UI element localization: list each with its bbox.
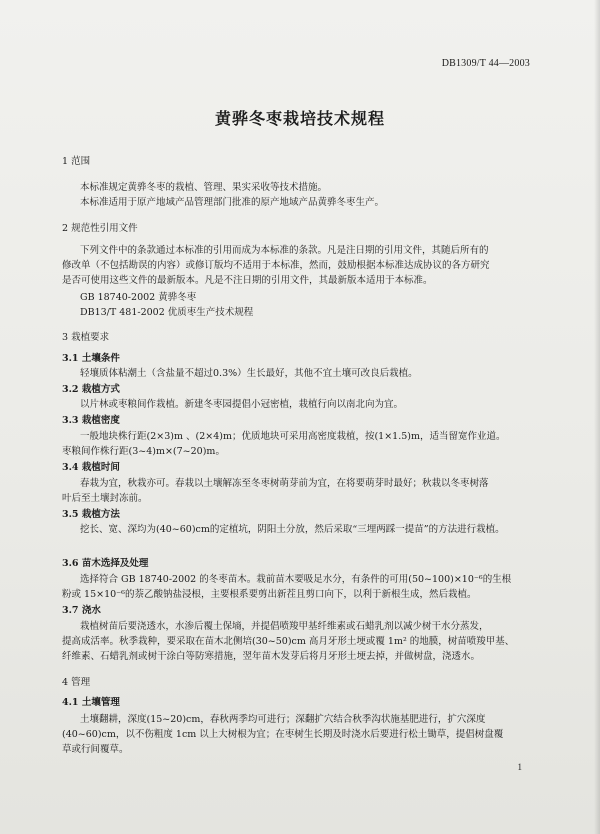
section-3-6-heading: 3.6 苗木选择及处理 [62,558,149,569]
standard-number: DB1309/T 44—2003 [441,58,530,69]
section-3-1-text: 轻壤质体粘潮土（含盐量不超过0.3%）生长最好，其他不宜土壤可改良后栽植。 [80,368,418,379]
section-3-6-line-1: 选择符合 GB 18740-2002 的冬枣苗木。栽前苗木要吸足水分，有条件的可用(50~100)×10⁻⁶的生根 [80,574,512,585]
section-4-heading: 4 管理 [62,677,91,688]
document-title: 黄骅冬枣栽培技术规程 [214,109,385,128]
section-4-1-line-1: 土壤翻耕，深度(15~20)cm，春秋两季均可进行；深翻扩穴结合秋季沟状施基肥进行，扩穴深度 [80,714,486,725]
section-4-1-heading: 4.1 土壤管理 [62,697,120,708]
section-2-heading: 2 规范性引用文件 [62,223,138,234]
page-number: 1 [517,762,522,772]
section-3-3-heading: 3.3 栽植密度 [62,415,120,426]
section-4-1-line-2: (40~60)cm，以不伤粗度 1cm 以上大树根为宜；在枣树生长期及时浇水后要进行松土锄草，提倡树盘覆 [62,729,504,740]
section-2-paragraph-line-1: 下列文件中的条款通过本标准的引用而成为本标准的条款。凡是注日期的引用文件，其随后所有的 [80,245,489,256]
section-1-paragraph-1: 本标准规定黄骅冬枣的栽植、管理、果实采收等技术措施。 [80,182,328,193]
section-3-4-heading: 3.4 栽植时间 [62,462,120,473]
section-3-5-heading: 3.5 栽植方法 [62,509,120,520]
section-1-paragraph-2: 本标准适用于原产地域产品管理部门批准的原产地域产品黄骅冬枣生产。 [80,197,385,208]
reference-gb18740: GB 18740-2002 黄骅冬枣 [80,292,197,303]
section-2-paragraph-line-3: 是否可使用这些文件的最新版本。凡是不注日期的引用文件，其最新版本适用于本标准。 [62,275,433,286]
section-3-heading: 3 栽植要求 [62,332,110,343]
section-3-7-line-2: 提高成活率。秋季栽种，要采取在苗木北侧培(30~50)cm 高月牙形土埂或覆 1m² 的地膜，树苗喷羧甲基、 [62,636,515,647]
section-1-heading: 1 范围 [62,156,91,167]
section-3-4-line-1: 春栽为宜，秋栽亦可。春栽以土壤解冻至冬枣树萌芽前为宜，在将要萌芽时最好；秋栽以冬枣树落 [80,478,489,489]
section-3-7-line-3: 纤维素、石蜡乳剂或树干涂白等防寒措施，翌年苗木发芽后将月牙形土埂去掉，并做树盘，浇透水。 [62,651,481,662]
section-3-7-heading: 3.7 浇水 [62,605,101,616]
section-3-7-line-1: 栽植树苗后要浇透水，水渗后覆土保墒，并提倡喷羧甲基纤维素或石蜡乳剂以减少树干水分蒸发， [80,621,489,632]
section-3-2-heading: 3.2 栽植方式 [62,384,120,395]
section-3-3-line-2: 枣粮间作株行距(3~4)m×(7~20)m。 [62,446,225,457]
section-3-5-text: 挖长、宽、深均为(40~60)cm的定植坑，阴阳土分放，然后采取“三埋两踩一提苗”的方法进行栽植。 [80,524,505,535]
section-3-4-line-2: 叶后至土壤封冻前。 [62,493,148,504]
section-4-1-line-3: 草或行间覆草。 [62,744,129,755]
section-3-1-heading: 3.1 土壤条件 [62,353,120,364]
section-2-paragraph-line-2: 修改单（不包括勘误的内容）或修订版均不适用于本标准，然而，鼓励根据本标准达成协议的各方研究 [62,260,490,271]
reference-db13t481: DB13/T 481-2002 优质枣生产技术规程 [80,307,254,318]
section-3-2-text: 以片林或枣粮间作栽植。新建冬枣园提倡小冠密植，栽植行向以南北向为宜。 [80,399,404,410]
section-3-6-line-2: 粉或 15×10⁻⁶的萘乙酸钠盐浸根，主要根系要剪出新茬且剪口向下，以利于新根生成，然后栽植。 [62,589,477,600]
section-3-3-line-1: 一般地块株行距(2×3)m 、(2×4)m；优质地块可采用高密度栽植，按(1×1.5)m，适当留宽作业道。 [80,431,506,442]
